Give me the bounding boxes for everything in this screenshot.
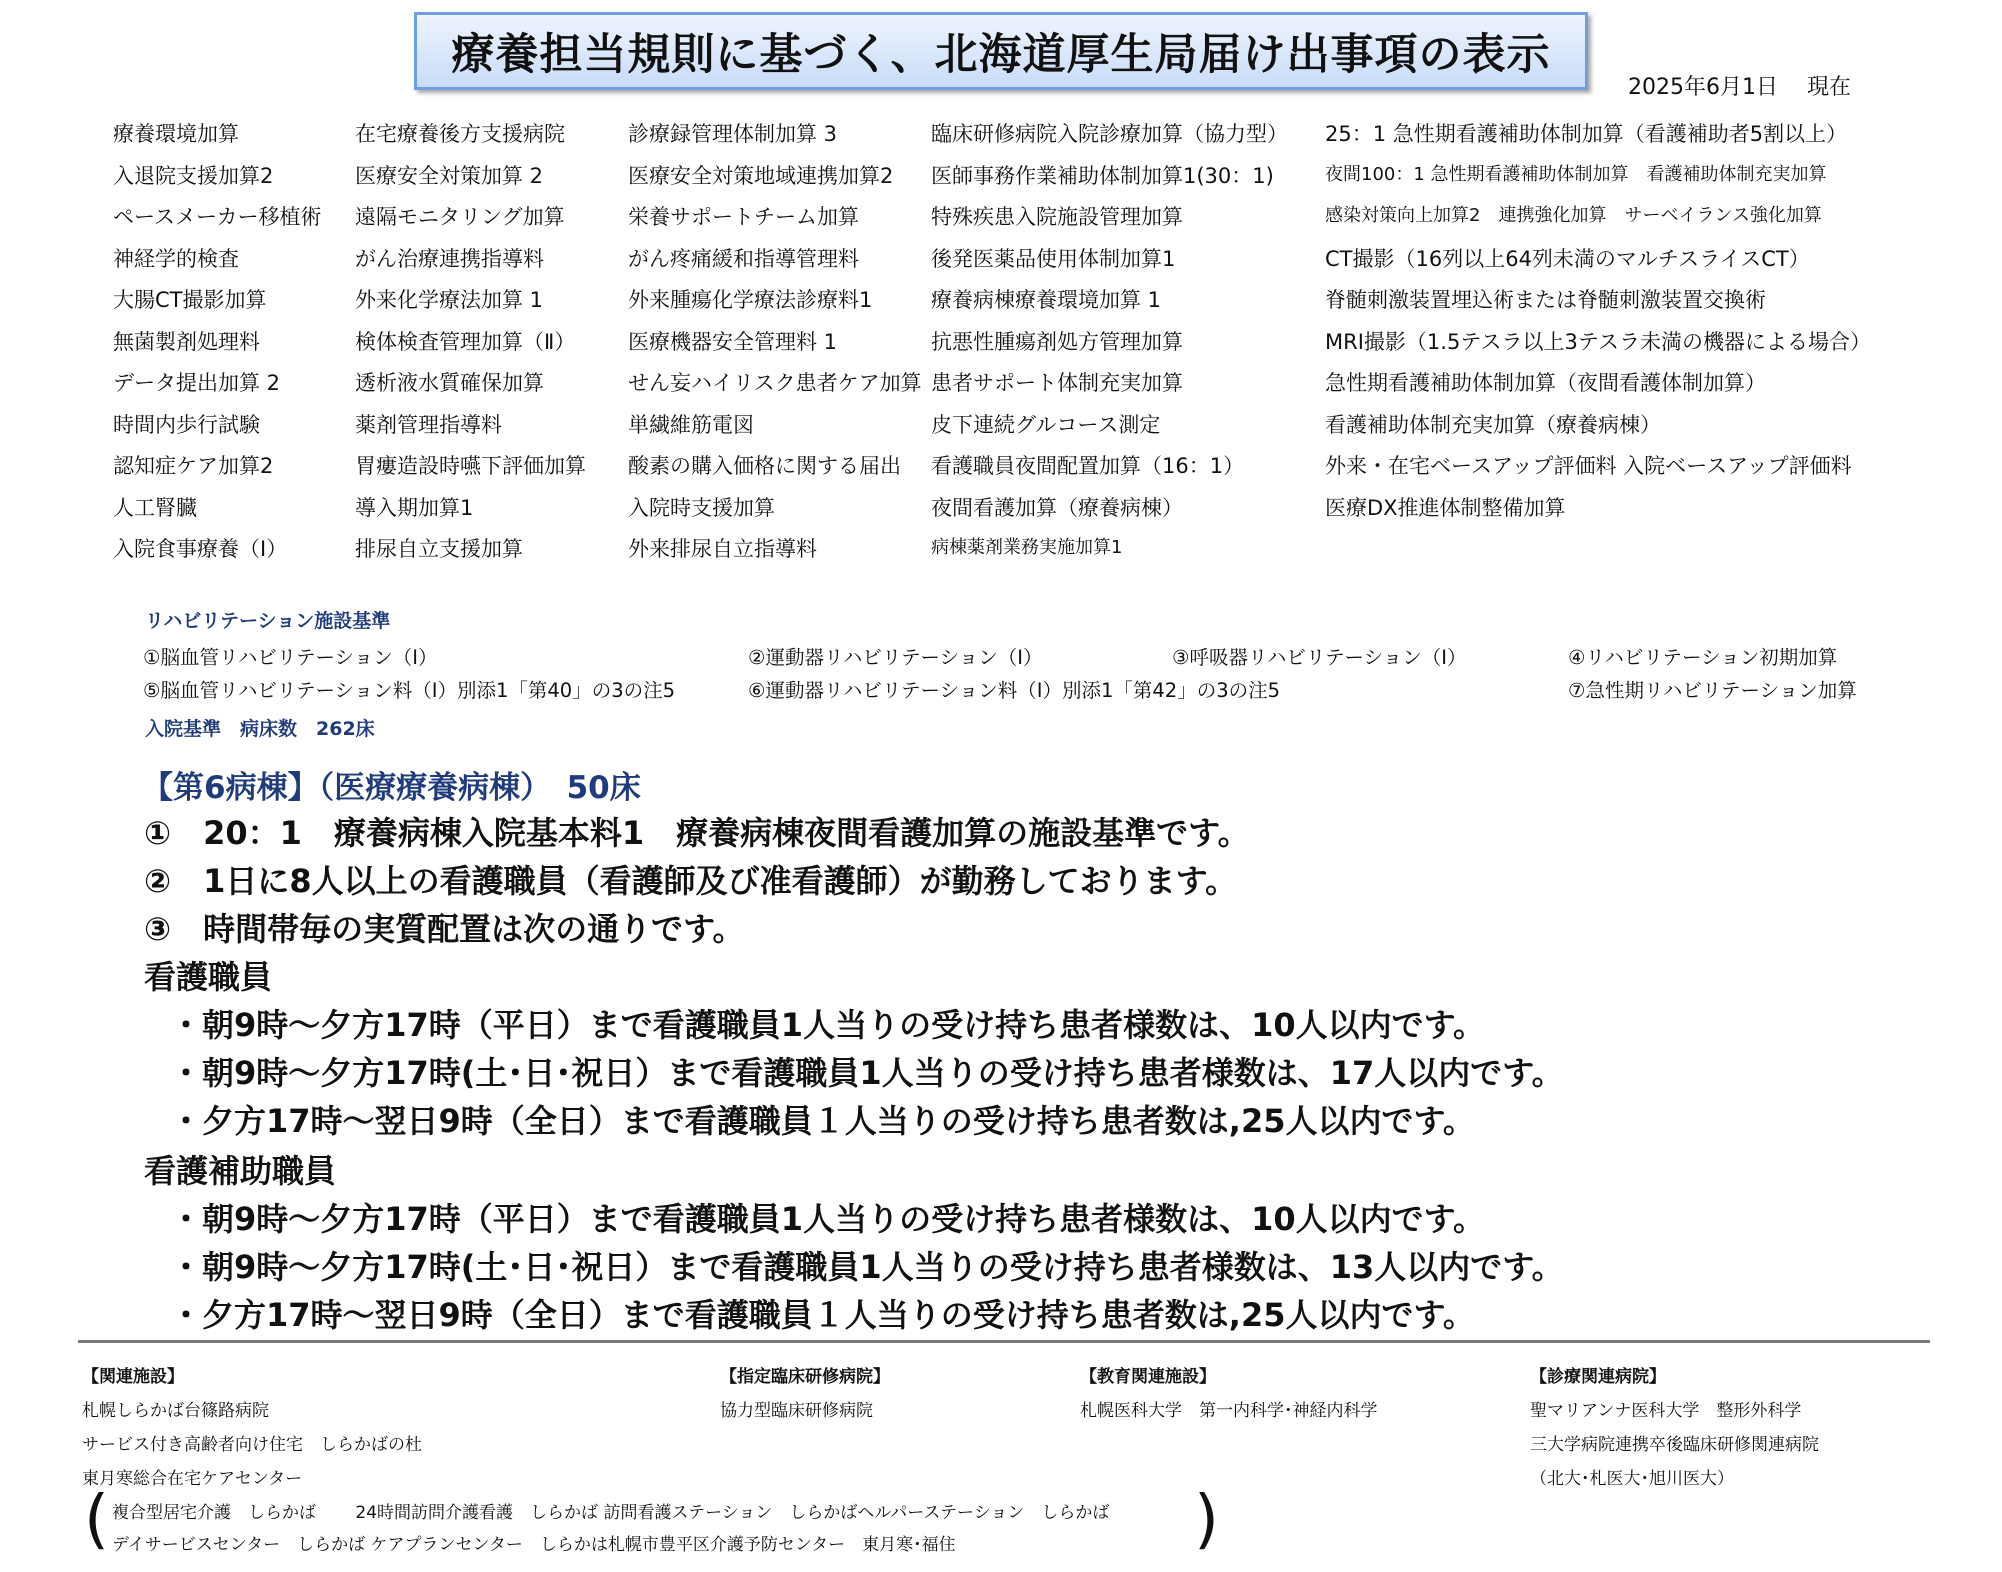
facility-item: 時間内歩行試験 xyxy=(113,412,260,437)
facility-item: 薬剤管理指導料 xyxy=(355,412,502,437)
facility-item: 病棟薬剤業務実施加算1 xyxy=(931,537,1123,558)
facility-item: 在宅療養後方支援病院 xyxy=(355,122,565,146)
education-item: 札幌医科大学 第一内科学･神経内科学 xyxy=(1080,1401,1378,1421)
rehab-item: ②運動器リハビリテーション（Ⅰ） xyxy=(748,646,1043,669)
ward-item: ③ 時間帯毎の実質配置は次の通りです。 xyxy=(144,910,745,948)
facility-item: 透析液水質確保加算 xyxy=(355,371,544,395)
facility-item: 検体検査管理加算（Ⅱ） xyxy=(355,329,576,354)
facility-item: 夜間看護加算（療養病棟） xyxy=(931,495,1183,520)
rehab-item: ③呼吸器リハビリテーション（Ⅰ） xyxy=(1172,646,1467,669)
facility-item: 神経学的検査 xyxy=(113,246,239,271)
facility-item: 看護補助体制充実加算（療養病棟） xyxy=(1325,412,1661,437)
rehab-item: ⑦急性期リハビリテーション加算 xyxy=(1568,679,1857,702)
nurse-line: ・朝9時～夕方17時(土･日･祝日）まで看護職員1人当りの受け持ち患者様数は、17人以内です。 xyxy=(170,1054,1564,1092)
bracket-line: デイサービスセンター しらかば ケアプランセンター しらかは札幌市豊平区介護予防センター 東月寒･福住 xyxy=(112,1535,956,1555)
divider xyxy=(78,1340,1930,1343)
related-item: 札幌しらかば台篠路病院 xyxy=(82,1401,269,1421)
facility-item: 遠隔モニタリング加算 xyxy=(355,205,565,229)
facility-item: 入退院支援加算2 xyxy=(113,163,274,188)
facility-item: 人工腎臓 xyxy=(113,495,197,520)
facility-item: 患者サポート体制充実加算 xyxy=(931,371,1183,395)
facility-item: 療養病棟療養環境加算 1 xyxy=(931,288,1162,312)
clinical-item: （北大･札医大･旭川医大） xyxy=(1530,1469,1734,1489)
related-item: 東月寒総合在宅ケアセンター xyxy=(82,1469,303,1489)
rehab-heading: リハビリテーション施設基準 xyxy=(145,610,391,632)
facility-item: 入院食事療養（Ⅰ） xyxy=(113,537,288,561)
training-heading: 【指定臨床研修病院】 xyxy=(720,1367,890,1387)
aide-line: ・朝9時～夕方17時（平日）まで看護職員1人当りの受け持ち患者様数は、10人以内です。 xyxy=(170,1200,1486,1238)
facility-item: 夜間100：1 急性期看護補助体制加算 看護補助体制充実加算 xyxy=(1325,163,1827,185)
page-title: 療養担当規則に基づく、北海道厚生局届け出事項の表示 xyxy=(451,29,1551,80)
facility-item: 入院時支援加算 xyxy=(628,495,775,520)
facility-item: 医療安全対策加算 2 xyxy=(355,163,544,188)
facility-item: 酸素の購入価格に関する届出 xyxy=(628,454,901,478)
bracket-line: 複合型居宅介護 しらかば 24時間訪問介護看護 しらかば 訪問看護ステーション しらかばヘルパーステーション しらかば xyxy=(112,1503,1110,1523)
facility-item: 臨床研修病院入院診療加算（協力型） xyxy=(931,122,1288,146)
ward-item: ① 20：1 療養病棟入院基本料1 療養病棟夜間看護加算の施設基準です。 xyxy=(144,814,1250,852)
bracket-right: ) xyxy=(1194,1483,1219,1557)
facility-item: 感染対策向上加算2 連携強化加算 サーベイランス強化加算 xyxy=(1325,205,1822,226)
facility-item: 栄養サポートチーム加算 xyxy=(628,205,859,229)
facility-item: 無菌製剤処理料 xyxy=(113,329,260,354)
facility-item: 医療安全対策地域連携加算2 xyxy=(628,163,894,188)
facility-item: 外来腫瘍化学療法診療料1 xyxy=(628,288,873,312)
facility-item: 排尿自立支援加算 xyxy=(355,537,523,561)
aide-line: ・朝9時～夕方17時(土･日･祝日）まで看護職員1人当りの受け持ち患者様数は、13人以内です。 xyxy=(170,1248,1564,1286)
facility-item: 抗悪性腫瘍剤処方管理加算 xyxy=(931,329,1183,354)
facility-item: 後発医薬品使用体制加算1 xyxy=(931,246,1176,271)
facility-item: 脊髄刺激装置埋込術または脊髄刺激装置交換術 xyxy=(1325,288,1766,312)
rehab-item: ④リハビリテーション初期加算 xyxy=(1568,646,1838,669)
clinical-item: 聖マリアンナ医科大学 整形外科学 xyxy=(1530,1401,1802,1421)
facility-item: 外来化学療法加算 1 xyxy=(355,288,544,312)
facility-item: データ提出加算 2 xyxy=(113,371,281,395)
facility-item: 外来・在宅ベースアップ評価料 入院ベースアップ評価料 xyxy=(1325,454,1852,478)
rehab-item: ⑥運動器リハビリテーション料（Ⅰ）別添1「第42」の3の注5 xyxy=(748,679,1281,702)
aide-heading: 看護補助職員 xyxy=(144,1152,337,1190)
facility-item: がん治療連携指導料 xyxy=(355,246,544,271)
facility-item: 看護職員夜間配置加算（16：1） xyxy=(931,454,1245,478)
facility-item: 急性期看護補助体制加算（夜間看護体制加算） xyxy=(1325,371,1766,395)
facility-item: ペースメーカー移植術 xyxy=(113,205,322,229)
education-heading: 【教育関連施設】 xyxy=(1080,1367,1216,1387)
date-label: 2025年6月1日 現在 xyxy=(1628,75,1851,100)
aide-line: ・夕方17時～翌日9時（全日）まで看護職員１人当りの受け持ち患者数は,25人以内です。 xyxy=(170,1296,1475,1334)
facility-item: 皮下連続グルコース測定 xyxy=(931,412,1161,437)
nurse-line: ・朝9時～夕方17時（平日）まで看護職員1人当りの受け持ち患者様数は、10人以内です。 xyxy=(170,1006,1486,1044)
facility-item: 胃瘻造設時嚥下評価加算 xyxy=(355,454,586,478)
facility-item: 医療機器安全管理料 1 xyxy=(628,329,838,354)
related-heading: 【関連施設】 xyxy=(82,1367,184,1387)
facility-item: CT撮影（16列以上64列未満のマルチスライスCT） xyxy=(1325,246,1810,271)
admission-criteria: 入院基準 病床数 262床 xyxy=(145,718,375,740)
facility-item: MRI撮影（1.5テスラ以上3テスラ未満の機器による場合） xyxy=(1325,329,1871,354)
ward-title: 【第6病棟】（医療療養病棟） 50床 xyxy=(142,770,641,806)
facility-item: 単繊維筋電図 xyxy=(628,412,754,437)
facility-item: 診療録管理体制加算 3 xyxy=(628,122,838,146)
facility-item: 医師事務作業補助体制加算1(30：1) xyxy=(931,163,1274,188)
ward-item: ② 1日に8人以上の看護職員（看護師及び准看護師）が勤務しております。 xyxy=(144,862,1238,900)
facility-item: 導入期加算1 xyxy=(355,495,474,520)
clinical-item: 三大学病院連携卒後臨床研修関連病院 xyxy=(1530,1435,1819,1455)
facility-item: 特殊疾患入院施設管理加算 xyxy=(931,205,1183,229)
facility-item: がん疼痛緩和指導管理料 xyxy=(628,246,859,271)
bracket-left: ( xyxy=(84,1483,109,1557)
training-item: 協力型臨床研修病院 xyxy=(720,1401,873,1421)
facility-item: 療養環境加算 xyxy=(113,122,239,146)
nurse-heading: 看護職員 xyxy=(144,958,273,996)
facility-item: 医療DX推進体制整備加算 xyxy=(1325,495,1566,520)
related-item: サービス付き高齢者向け住宅 しらかばの杜 xyxy=(82,1435,422,1455)
clinical-heading: 【診療関連病院】 xyxy=(1530,1367,1666,1387)
facility-item: せん妄ハイリスク患者ケア加算 xyxy=(628,371,922,395)
nurse-line: ・夕方17時～翌日9時（全日）まで看護職員１人当りの受け持ち患者数は,25人以内です。 xyxy=(170,1102,1475,1140)
facility-item: 認知症ケア加算2 xyxy=(113,454,274,478)
rehab-item: ⑤脳血管リハビリテーション料（Ⅰ）別添1「第40」の3の注5 xyxy=(143,679,676,702)
rehab-item: ①脳血管リハビリテーション（Ⅰ） xyxy=(143,646,438,669)
title-banner xyxy=(414,12,1588,90)
facility-item: 外来排尿自立指導料 xyxy=(628,537,817,561)
facility-item: 25：1 急性期看護補助体制加算（看護補助者5割以上） xyxy=(1325,122,1848,146)
facility-item: 大腸CT撮影加算 xyxy=(113,288,267,312)
